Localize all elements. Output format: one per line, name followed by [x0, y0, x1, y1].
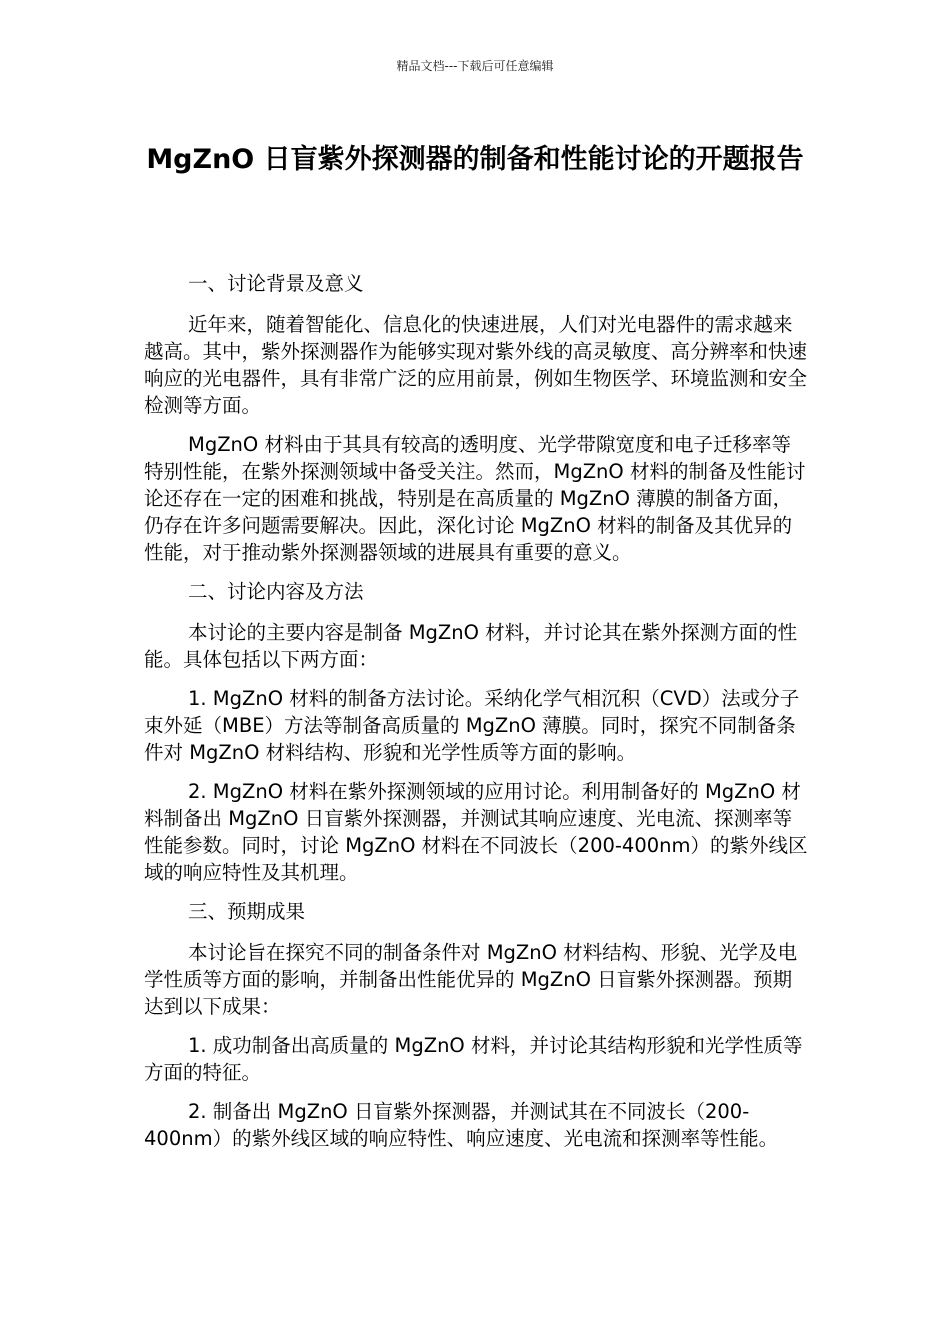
- paragraph: MgZnO 材料由于其具有较高的透明度、光学带隙宽度和电子迁移率等特别性能，在紫外探测领域中备受关注。然而，MgZnO 材料的制备及性能讨论还存在一定的困难和挑战，特别是在高质量的 MgZnO 薄膜的制备方面，仍存在许多问题需要解决。因此，深化讨论 MgZnO 材料的制备及其优异的性能，对于推动紫外探测器领域的进展具有重要的意义。: [144, 433, 806, 564]
- document-body: [144, 270, 808, 1164]
- section-heading-expected-results: 三、预期成果: [188, 900, 306, 923]
- list-item: 2. MgZnO 材料在紫外探测领域的应用讨论。利用制备好的 MgZnO 材料制备出 MgZnO 日盲紫外探测器，并测试其响应速度、光电流、探测率等性能参数。同时，讨论 MgZnO 材料在不同波长（200-400nm）的紫外线区域的响应特性及其机理。: [144, 780, 808, 884]
- paragraph: 本讨论旨在探究不同的制备条件对 MgZnO 材料结构、形貌、光学及电学性质等方面的影响，并制备出性能优异的 MgZnO 日盲紫外探测器。预期达到以下成果：: [144, 941, 798, 1018]
- page-header: 精品文档---下载后可任意编辑: [396, 59, 554, 73]
- section-heading-content-methods: 二、讨论内容及方法: [188, 580, 364, 603]
- list-item: 2. 制备出 MgZnO 日盲紫外探测器，并测试其在不同波长（200-400nm）的紫外线区域的响应特性、响应速度、光电流和探测率等性能。: [144, 1100, 779, 1150]
- section-heading-background: 一、讨论背景及意义: [188, 272, 364, 295]
- list-item: 1. MgZnO 材料的制备方法讨论。采纳化学气相沉积（CVD）法或分子束外延（MBE）方法等制备高质量的 MgZnO 薄膜。同时，探究不同制备条件对 MgZnO 材料结构、形貌和光学性质等方面的影响。: [144, 687, 800, 764]
- document-title: MgZnO 日盲紫外探测器的制备和性能讨论的开题报告: [146, 144, 804, 175]
- paragraph: 近年来，随着智能化、信息化的快速进展，人们对光电器件的需求越来越高。其中，紫外探测器作为能够实现对紫外线的高灵敏度、高分辨率和快速响应的光电器件，具有非常广泛的应用前景，例如生物医学、环境监测和安全检测等方面。: [144, 313, 808, 417]
- list-item: 1. 成功制备出高质量的 MgZnO 材料，并讨论其结构形貌和光学性质等方面的特征。: [144, 1034, 803, 1084]
- paragraph: 本讨论的主要内容是制备 MgZnO 材料，并讨论其在紫外探测方面的性能。具体包括以下两方面：: [144, 621, 798, 671]
